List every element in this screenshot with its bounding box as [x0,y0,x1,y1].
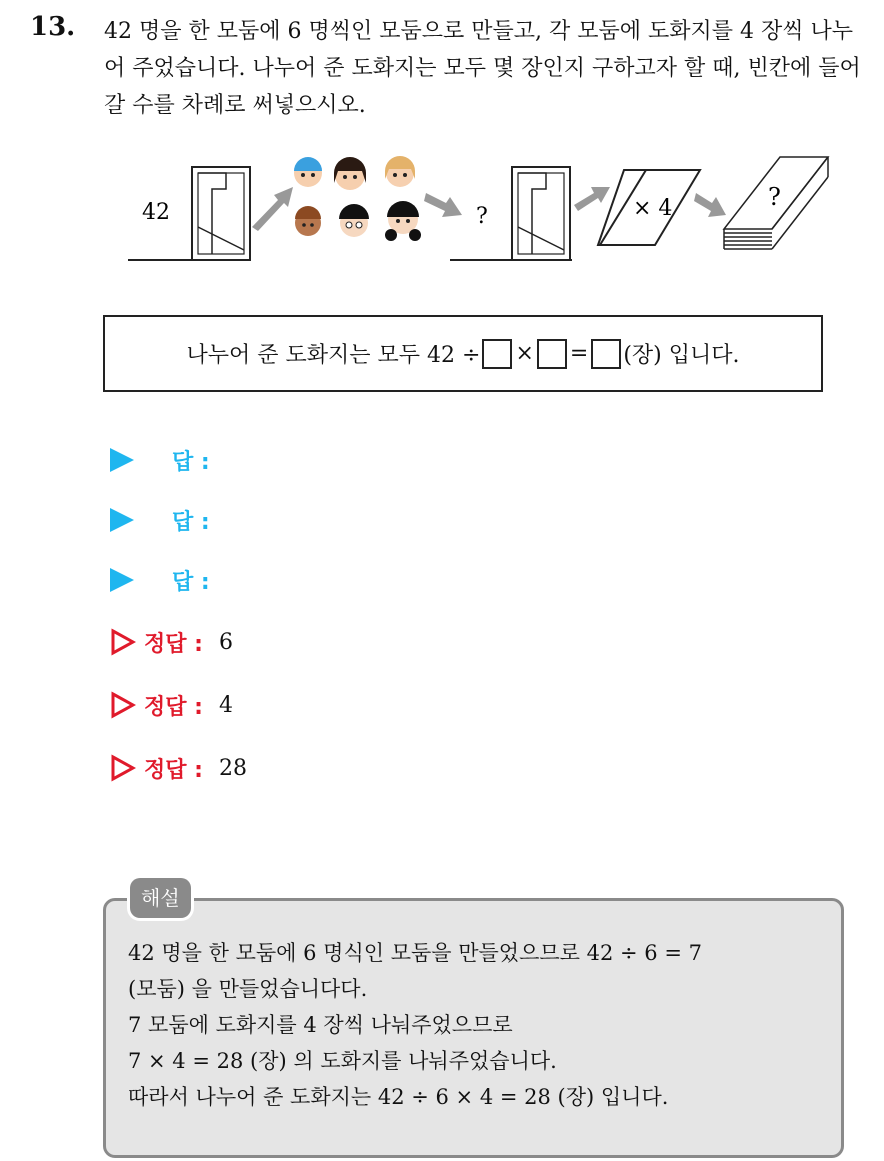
equals-sign: = [569,341,589,366]
outline-triangle-icon [110,691,136,719]
question-text: 42 명을 한 모둠에 6 명씩인 모둠으로 만들고, 각 모둠에 도화지를 4 장씩 나누어 주었습니다. 나누어 준 도화지는 모두 몇 장인지 구하고자 할 때, 빈칸에 들어갈 수를 차례로 써넣으시오. [104,19,861,118]
formula-prefix: 나누어 준 도화지는 모두 42 ÷ [186,343,481,368]
arrow-icon [252,187,293,231]
explanation-line: 42 명을 한 모둠에 6 명식인 모둠을 만들었으므로 42 ÷ 6 = 7 [128,941,702,965]
outline-triangle-icon [110,628,136,656]
explanation-line: 따라서 나누어 준 도화지는 42 ÷ 6 × 4 = 28 (장) 입니다. [128,1085,669,1109]
correct-answer-row [110,748,247,788]
correct-label: 정답 : [144,757,203,783]
times-sign: × [515,341,534,366]
play-arrow-icon [110,568,134,592]
play-arrow-icon [110,448,134,472]
explanation-line: 7 모둠에 도화지를 4 장씩 나눠주었으므로 [128,1013,513,1037]
problem-diagram [128,145,848,275]
play-arrow-icon [110,508,134,532]
multiply-label: × 4 [633,196,673,221]
folded-paper-icon [512,167,570,260]
answer-row[interactable] [110,560,210,600]
correct-value: 28 [218,755,247,781]
start-number: 42 [142,200,170,225]
correct-value: 6 [218,629,233,655]
explanation-line: 7 × 4 = 28 (장) 의 도화지를 나눠주었습니다. [128,1049,557,1073]
explanation-tag: 해설 [130,878,191,918]
arrow-icon [424,193,462,217]
arrow-icon [574,187,610,211]
correct-answer-row [110,622,233,662]
folded-paper-icon [192,167,250,260]
answer-label: 답 : [172,449,210,475]
formula-suffix: (장) 입니다. [623,343,740,368]
children-faces-icon [294,156,421,241]
correct-value: 4 [218,692,233,718]
correct-label: 정답 : [144,631,203,657]
correct-label: 정답 : [144,694,203,720]
answer-row[interactable] [110,440,210,480]
formula-box [103,315,823,392]
answer-label: 답 : [172,569,210,595]
answer-label: 답 : [172,509,210,535]
arrow-icon [694,193,726,217]
explanation-line: (모둠) 을 만들었습니다다. [128,977,368,1001]
mid-question: ? [476,204,488,229]
question-number: 13. [30,12,76,42]
explanation-text [128,935,828,1115]
outline-triangle-icon [110,754,136,782]
answer-row[interactable] [110,500,210,540]
answer-blank-1[interactable] [482,339,512,369]
answer-blank-3[interactable] [591,339,621,369]
result-question: ? [768,183,781,211]
answer-blank-2[interactable] [537,339,567,369]
correct-answer-row [110,685,233,725]
